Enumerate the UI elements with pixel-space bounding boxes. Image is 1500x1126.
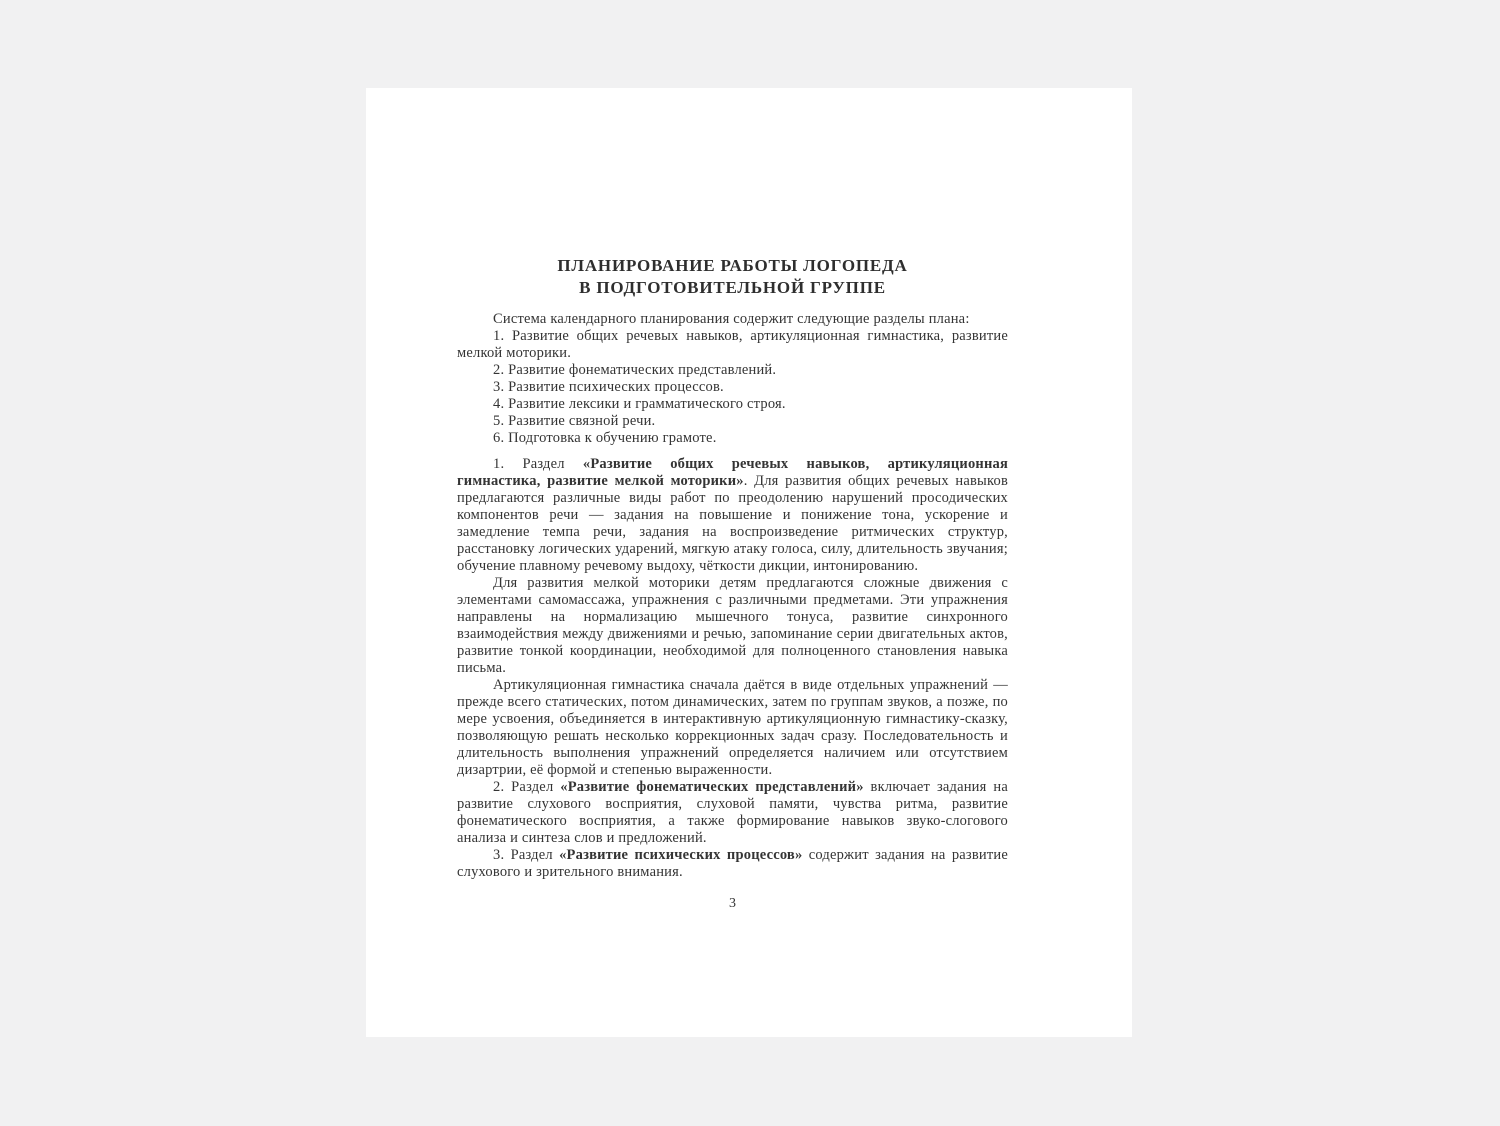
section-1-paragraph [457, 456, 1008, 575]
page-number: 3 [729, 896, 736, 911]
section-2-heading: «Развитие фонематических представлений» [560, 779, 864, 795]
list-item-3: 3. Развитие психических процессов. [493, 379, 724, 395]
section-3-paragraph [457, 847, 1008, 881]
section-1-heading: «Развитие общих речевых навыков, артикуляционная гимнастика, развитие мелкой моторики» [457, 456, 1009, 489]
articulation-paragraph: Артикуляционная гимнастика сначала даётся в виде отдельных упражнений — прежде всего статических, потом динамических, затем по группам звуков, а позже, по мере усвоения, объединяется в интерактивную артикуляционную гимнастику-сказку, позволяющую решать несколько коррекционных задач сразу. Последовательность и длительность выполнения упражнений определяется наличием или отсутствием дизартрии, её формой и степенью выраженности. [457, 677, 1008, 778]
section-1-prefix: 1. Раздел [493, 456, 583, 472]
section-2-text: включает задания на развитие слухового восприятия, слуховой памяти, чувства ритма, развитие фонематического восприятия, а также формирование навыков звуко-слогового анализа и синтеза слов и предложений. [457, 779, 1009, 846]
section-divider-space [457, 447, 1008, 456]
page-title [457, 88, 1008, 299]
list-item-4: 4. Развитие лексики и грамматического строя. [493, 396, 786, 412]
text-column [457, 88, 1008, 912]
section-2-paragraph [457, 779, 1008, 847]
intro-paragraph: Система календарного планирования содержит следующие разделы плана: [493, 311, 970, 327]
section-3-text: содержит задания на развитие слухового и зрительного внимания. [457, 847, 1009, 880]
section-3-heading: «Развитие психических процессов» [559, 847, 803, 863]
list-item-1: 1. Развитие общих речевых навыков, артикуляционная гимнастика, развитие мелкой моторики. [457, 328, 1008, 361]
page-title-line-2: В ПОДГОТОВИТЕЛЬНОЙ ГРУППЕ [579, 278, 886, 297]
page-title-line-1: ПЛАНИРОВАНИЕ РАБОТЫ ЛОГОПЕДА [557, 256, 908, 275]
list-item-2: 2. Развитие фонематических представлений. [493, 362, 777, 378]
section-2-prefix: 2. Раздел [493, 779, 561, 795]
list-item-5: 5. Развитие связной речи. [493, 413, 656, 429]
fine-motor-paragraph: Для развития мелкой моторики детям предлагаются сложные движения с элементами самомассажа, упражнения с различными предметами. Эти упражнения направлены на нормализацию мышечного тонуса, развитие синхронного взаимодействия между движениями и речью, запоминание серии двигательных актов, развитие тонкой координации, необходимой для полноценного становления навыка письма. [457, 575, 1008, 676]
list-item-6: 6. Подготовка к обучению грамоте. [493, 430, 717, 446]
section-3-prefix: 3. Раздел [493, 847, 560, 863]
section-1-text: . Для развития общих речевых навыков предлагаются различные виды работ по преодолению нарушений просодических компонентов речи — задания на повышение и понижение тона, ускорение и замедление темпа речи, задания на воспроизведение ритмических структур, расстановку логических ударений, мягкую атаку голоса, силу, длительность звучания; обучение плавному речевому выдоху, чёткости дикции, интонированию. [457, 473, 1008, 574]
document-page [366, 88, 1132, 1037]
